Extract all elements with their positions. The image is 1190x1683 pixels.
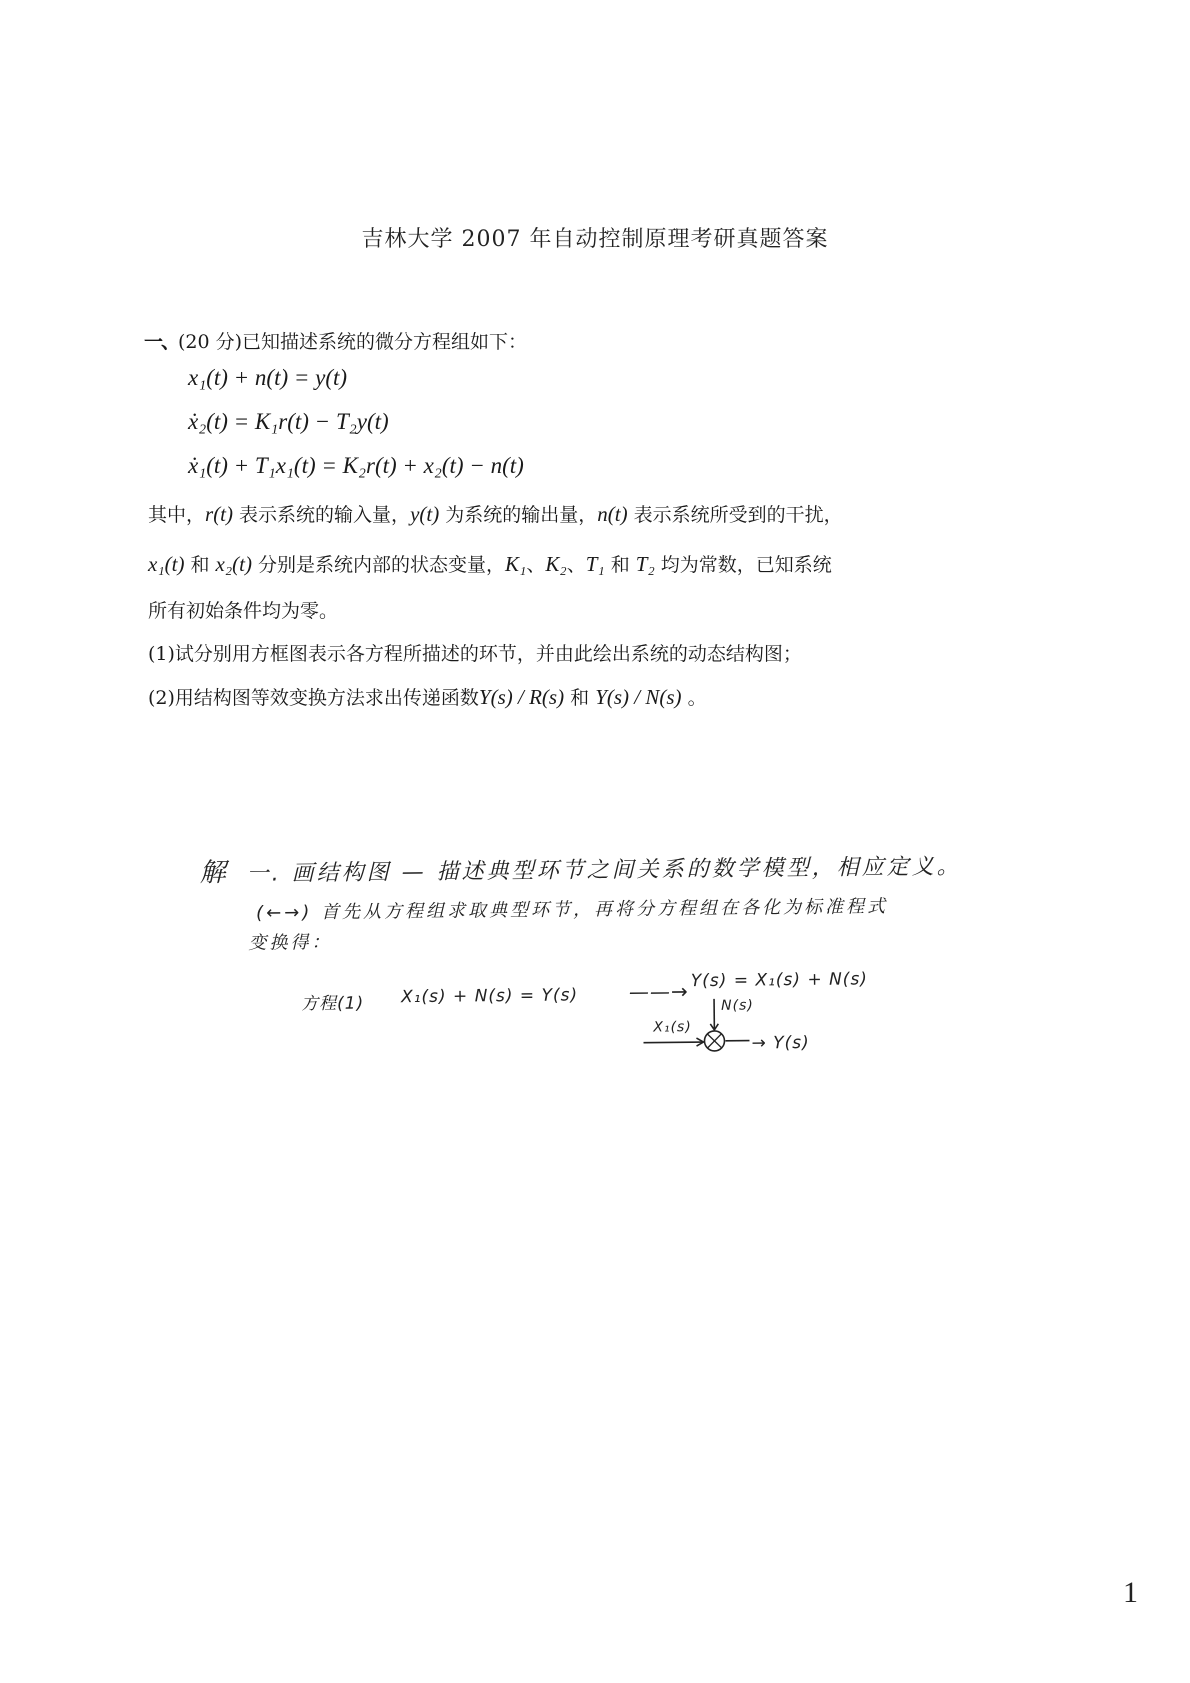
- solution-line-3: 变换得：: [248, 931, 333, 954]
- equation-2: [188, 400, 1078, 444]
- input-arrow-line: [644, 1042, 704, 1043]
- transfer-function-yn: Y(s) / N(s): [595, 684, 682, 709]
- problem-number: 一、: [144, 331, 179, 353]
- equation-1-text: x₁(t) + n(t) = y(t): [188, 364, 348, 390]
- output-var: y(t): [410, 501, 440, 526]
- output-label: → Y(s): [751, 1032, 810, 1054]
- desc1-a: 其中，: [148, 503, 206, 526]
- problem-header-text: (20 分)已知描述系统的微分方程组如下：: [178, 331, 528, 353]
- x1-input-label: X₁(s): [653, 1019, 692, 1036]
- state-var-x2: x₂(t): [215, 551, 252, 576]
- desc2-and: 和: [604, 553, 636, 576]
- laplace-equation-1-rearranged: Y(s) = X₁(s) + N(s): [690, 969, 868, 992]
- desc1-d: 表示系统所受到的干扰，: [627, 503, 843, 526]
- equation-3: [188, 444, 1078, 488]
- const-t2: T₂: [635, 551, 655, 576]
- solution-line-1-text: 一. 画结构图 — 描述典型环节之间关系的数学模型，相应定义。: [246, 854, 962, 887]
- question-1: (1)试分别用方框图表示各方程所描述的环节，并由此绘出系统的动态结构图；: [148, 642, 802, 665]
- desc2-a: 和: [184, 553, 216, 576]
- handwritten-solution: [199, 844, 1020, 1054]
- equation-3-text: ẋ₁(t) + T₁x₁(t) = K₂r(t) + x₂(t) − n(t): [188, 452, 524, 478]
- desc2-sep1: 、: [526, 553, 546, 576]
- input-var: r(t): [205, 501, 234, 526]
- question-2: [148, 675, 1078, 720]
- summing-junction-diagram: [641, 996, 762, 1067]
- problem-header: [144, 330, 1078, 356]
- disturbance-input-label: N(s): [721, 997, 754, 1014]
- laplace-equation-1: X₁(s) + N(s) = Y(s): [400, 985, 579, 1008]
- description-line-2: [148, 540, 1078, 588]
- transform-arrow: ——→: [628, 979, 689, 1004]
- const-k1: K₁: [505, 551, 527, 576]
- state-var-x1: x₁(t): [148, 551, 185, 576]
- q2-end: 。: [681, 686, 707, 709]
- desc1-c: 为系统的输出量，: [439, 503, 598, 526]
- equation-1: [188, 356, 1078, 400]
- desc2-b: 分别是系统内部的状态变量，: [252, 553, 506, 576]
- q2-and: 和: [564, 686, 596, 709]
- solution-line-1: [199, 844, 1019, 890]
- description-line-3: 所有初始条件均为零。: [148, 600, 339, 623]
- problem-section: [144, 330, 1078, 720]
- desc1-b: 表示系统的输入量，: [233, 503, 411, 526]
- solution-line-2: (←→) 首先从方程组求取典型环节，再将分方程组在各化为标准程式: [256, 896, 889, 924]
- equation-2-text: ẋ₂(t) = K₁r(t) − T₂y(t): [188, 408, 389, 434]
- transfer-function-yr: Y(s) / R(s): [478, 684, 565, 709]
- const-t1: T₁: [585, 551, 605, 576]
- page-number: 1: [1123, 1576, 1138, 1609]
- equation-1-label: 方程(1): [300, 993, 365, 1015]
- solution-lead: 解: [199, 857, 229, 889]
- desc2-sep2: 、: [566, 553, 586, 576]
- document-title: 吉林大学 2007 年自动控制原理考研真题答案: [361, 227, 829, 252]
- disturbance-var: n(t): [597, 501, 628, 526]
- q2-text: (2)用结构图等效变换方法求出传递函数: [148, 686, 479, 709]
- const-k2: K₂: [545, 551, 567, 576]
- description-line-1: [148, 490, 1078, 538]
- desc2-c: 均为常数，已知系统: [654, 553, 832, 576]
